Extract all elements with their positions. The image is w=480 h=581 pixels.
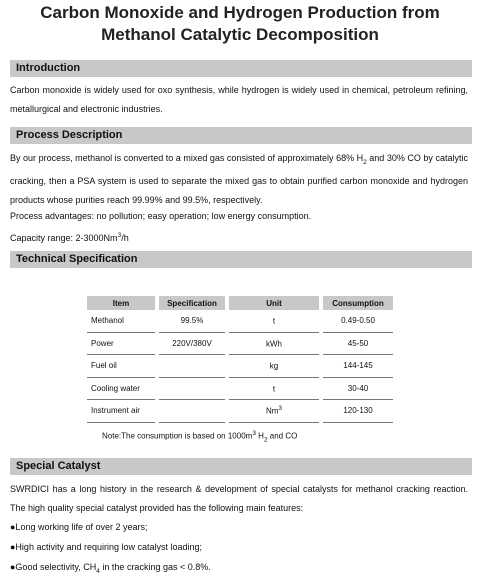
cell-consumption: 0.49-0.50: [323, 310, 393, 333]
unit-superscript: 3: [278, 405, 283, 413]
process-text-part: By our process, methanol is converted to a mixed gas consisted of approximately 68% H: [10, 153, 364, 163]
cell-item: Instrument air: [87, 400, 155, 423]
cell-specification: [159, 378, 225, 401]
cell-specification: 99.5%: [159, 310, 225, 333]
table-note: [102, 430, 297, 443]
note-text: and CO: [267, 431, 298, 441]
process-text-part: and 30% CO by catalytic cracking, then a PSA system is used to separate the mixed gas to obtain purified carbon monoxide and hydrogen products whose purities reach 99.99% and 99.5%, respectively.: [10, 153, 468, 205]
table-row: [87, 400, 393, 423]
unit-text: t: [272, 317, 276, 327]
bullet-subscript: 4: [96, 567, 100, 575]
cell-unit: [229, 400, 319, 423]
unit-text: Nm: [265, 407, 279, 417]
note-text: Note:The consumption is based on 1000m: [102, 431, 253, 441]
technical-heading: Technical Specification: [10, 251, 472, 268]
cell-item: Cooling water: [87, 378, 155, 401]
column-header-consumption: Consumption: [323, 296, 393, 310]
process-heading: Process Description: [10, 127, 472, 144]
capacity-unit: /h: [121, 233, 129, 243]
table-row: [87, 378, 393, 401]
process-text-subscript: 2: [363, 158, 367, 166]
cell-unit: [229, 355, 319, 378]
cell-item: Methanol: [87, 310, 155, 333]
cell-unit: [229, 310, 319, 333]
unit-text: kg: [269, 362, 279, 372]
column-header-item: Item: [87, 296, 155, 310]
cell-consumption: 45-50: [323, 333, 393, 356]
unit-text: kWh: [266, 339, 282, 349]
cell-item: Fuel oil: [87, 355, 155, 378]
capacity-range: [10, 226, 468, 248]
unit-text: t: [272, 384, 276, 394]
cell-unit: [229, 378, 319, 401]
catalyst-text: SWRDICI has a long history in the research & development of special catalysts for methanol cracking reaction. The high quality special catalyst provided has the following main features:: [10, 484, 468, 513]
catalyst-bullet: ●High activity and requiring low catalyst loading;: [10, 542, 203, 552]
catalyst-heading: Special Catalyst: [10, 458, 472, 475]
cell-consumption: 120-130: [323, 400, 393, 423]
cell-item: Power: [87, 333, 155, 356]
capacity-superscript: 3: [117, 232, 122, 239]
capacity-text: Capacity range: 2-3000Nm: [10, 233, 118, 243]
process-advantages: Process advantages: no pollution; easy operation; low energy consumption.: [10, 211, 312, 221]
catalyst-bullet: ●Long working life of over 2 years;: [10, 522, 148, 532]
column-header-unit: Unit: [229, 296, 319, 310]
table-row: [87, 355, 393, 378]
introduction-text: Carbon monoxide is widely used for oxo synthesis, while hydrogen is widely used in chemical, petroleum refining, metallurgical and electronic industries.: [10, 85, 468, 114]
bullet-text: ●Good selectivity, CH: [10, 562, 97, 572]
cell-specification: 220V/380V: [159, 333, 225, 356]
table-row: [87, 310, 393, 333]
page-title: [0, 2, 480, 46]
cell-consumption: 144-145: [323, 355, 393, 378]
cell-unit: [229, 333, 319, 356]
cell-consumption: 30-40: [323, 378, 393, 401]
bullet-text: in the cracking gas < 0.8%.: [99, 562, 211, 572]
note-text: H: [255, 431, 264, 441]
cell-specification: [159, 355, 225, 378]
note-subscript: 2: [263, 436, 268, 444]
title-line-1: Carbon Monoxide and Hydrogen Production from: [40, 3, 440, 22]
table-row: [87, 333, 393, 356]
note-superscript: 3: [252, 430, 256, 437]
cell-specification: [159, 400, 225, 423]
title-line-2: Methanol Catalytic Decomposition: [101, 25, 379, 44]
introduction-heading: Introduction: [10, 60, 472, 77]
process-text: [10, 149, 468, 210]
specification-table: [83, 296, 397, 423]
column-header-specification: Specification: [159, 296, 225, 310]
catalyst-bullet: [10, 558, 468, 581]
